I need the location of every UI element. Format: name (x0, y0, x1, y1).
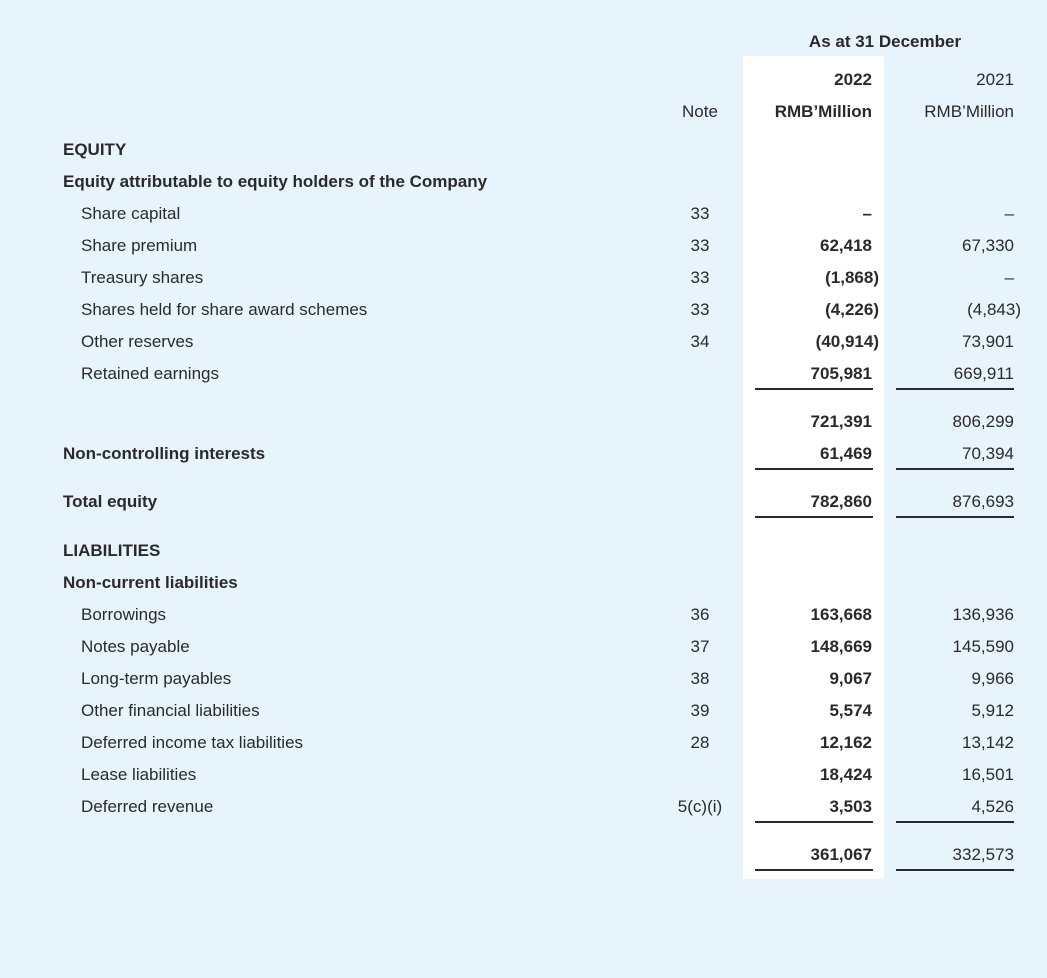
row-note: 36 (690, 605, 710, 624)
nci-value-2022: 61,469 (820, 444, 872, 463)
liabilities-subheading: Non-current liabilities (63, 573, 238, 592)
column-2021-unit: RMB’Million (924, 102, 1014, 121)
row-note: 37 (690, 637, 710, 656)
row-label: Long-term payables (81, 669, 232, 688)
row-label: Lease liabilities (81, 765, 197, 784)
row-value-2021: 9,966 (971, 669, 1014, 688)
row-value-2021: 145,590 (952, 637, 1014, 656)
row-value-2022: 163,668 (810, 605, 872, 624)
row-value-2022: 12,162 (820, 733, 872, 752)
row-value-2022: 3,503 (829, 797, 872, 816)
equity-subtotal-2022: 721,391 (810, 412, 872, 431)
nci-value-2021: 70,394 (962, 444, 1014, 463)
subtotal-rule (896, 388, 1014, 390)
equity-subtotal-2021: 806,299 (952, 412, 1014, 431)
total-equity-2022: 782,860 (810, 492, 872, 511)
row-label: Share capital (81, 204, 181, 223)
row-value-2022: (40,914) (815, 332, 879, 351)
total-rule (896, 516, 1014, 518)
row-value-2021: 67,330 (962, 236, 1014, 255)
row-value-2022: – (862, 204, 872, 223)
subtotal-rule (755, 468, 873, 470)
row-value-2021: 13,142 (962, 733, 1014, 752)
total-equity-label: Total equity (63, 492, 158, 511)
liabilities-subtotal-2021: 332,573 (952, 845, 1014, 864)
row-label: Borrowings (81, 605, 167, 624)
row-label: Notes payable (81, 637, 190, 656)
row-note: 34 (690, 332, 710, 351)
row-note: 33 (690, 204, 710, 223)
row-label: Treasury shares (81, 268, 204, 287)
row-value-2021: – (1004, 204, 1014, 223)
row-label: Other reserves (81, 332, 194, 351)
total-equity-2021: 876,693 (952, 492, 1014, 511)
row-label: Share premium (81, 236, 198, 255)
equity-subheading: Equity attributable to equity holders of the Company (63, 172, 488, 191)
row-label: Other financial liabilities (81, 701, 260, 720)
row-value-2021: 73,901 (962, 332, 1014, 351)
row-note: 38 (690, 669, 710, 688)
row-label: Deferred income tax liabilities (81, 733, 304, 752)
total-rule (755, 869, 873, 871)
row-value-2022: 18,424 (820, 765, 872, 784)
note-column-header: Note (682, 102, 718, 121)
row-value-2022: 9,067 (829, 669, 872, 688)
row-value-2022: 705,981 (810, 364, 872, 383)
row-value-2021: (4,843) (967, 300, 1021, 319)
row-label: Deferred revenue (81, 797, 214, 816)
row-label: Retained earnings (81, 364, 219, 383)
row-value-2021: 5,912 (971, 701, 1014, 720)
period-heading: As at 31 December (808, 32, 962, 51)
row-value-2021: 136,936 (952, 605, 1014, 624)
column-2021-year: 2021 (976, 70, 1014, 89)
liabilities-subtotal-2022: 361,067 (810, 845, 872, 864)
subtotal-rule (896, 821, 1014, 823)
row-note: 39 (690, 701, 710, 720)
total-rule (755, 516, 873, 518)
row-note: 28 (690, 733, 710, 752)
row-note: 5(c)(i) (677, 797, 723, 816)
subtotal-rule (755, 821, 873, 823)
row-note: 33 (690, 268, 710, 287)
column-2022-year: 2022 (834, 70, 872, 89)
row-value-2021: – (1004, 268, 1014, 287)
subtotal-rule (896, 468, 1014, 470)
nci-label: Non-controlling interests (63, 444, 266, 463)
row-value-2021: 16,501 (962, 765, 1014, 784)
row-value-2022: 62,418 (820, 236, 872, 255)
subtotal-rule (755, 388, 873, 390)
row-value-2021: 669,911 (953, 364, 1014, 383)
liabilities-heading: LIABILITIES (63, 541, 161, 560)
row-label: Shares held for share award schemes (81, 300, 368, 319)
total-rule (896, 869, 1014, 871)
row-value-2022: (4,226) (825, 300, 879, 319)
row-note: 33 (690, 300, 710, 319)
row-value-2022: 5,574 (829, 701, 872, 720)
equity-heading: EQUITY (63, 140, 127, 159)
row-note: 33 (690, 236, 710, 255)
column-2022-unit: RMB’Million (774, 102, 872, 121)
row-value-2021: 4,526 (971, 797, 1014, 816)
row-value-2022: 148,669 (810, 637, 872, 656)
row-value-2022: (1,868) (825, 268, 879, 287)
